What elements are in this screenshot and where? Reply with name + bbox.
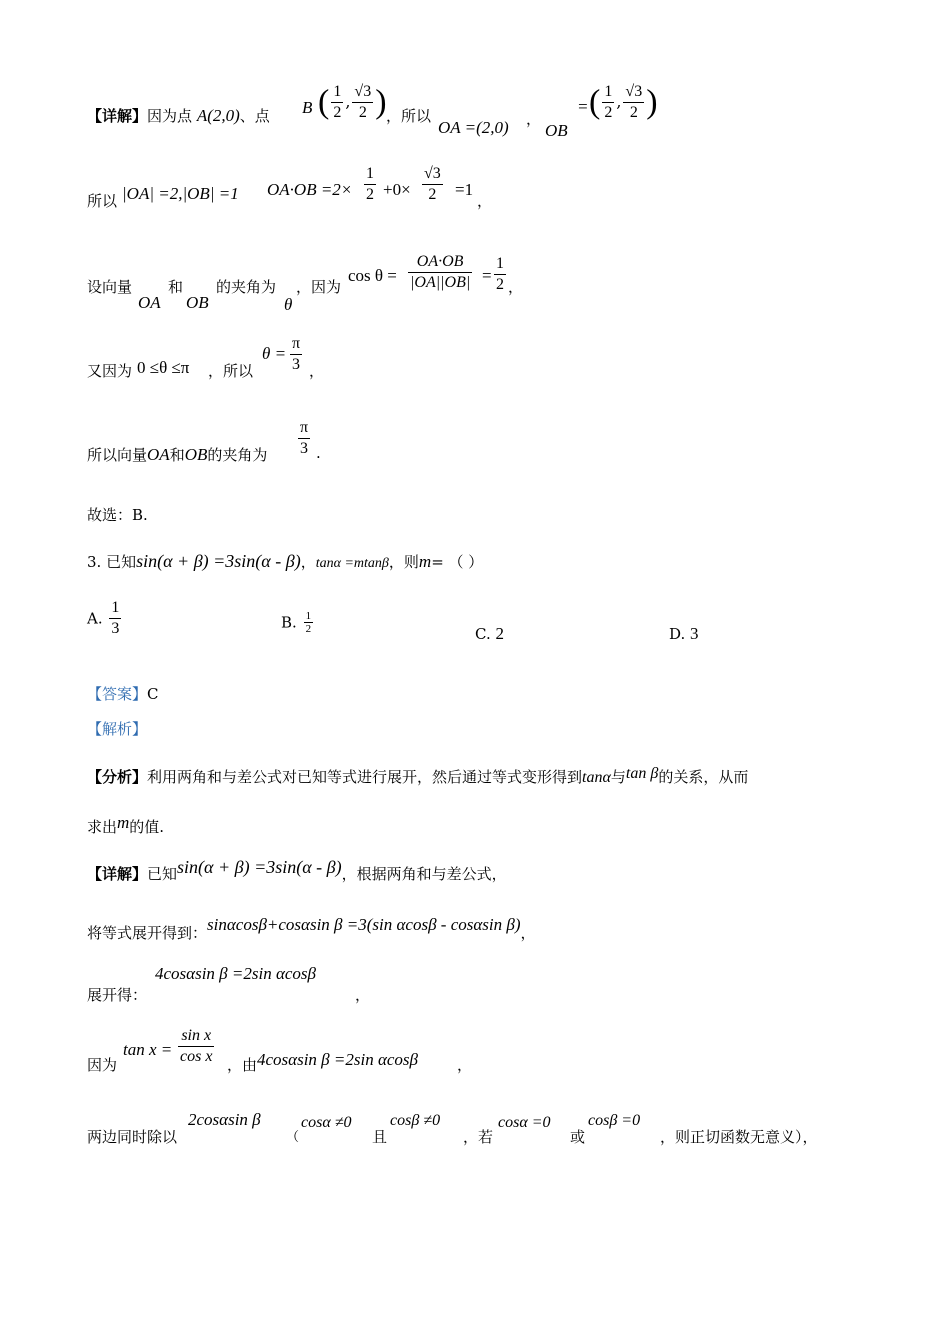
frac-result	[492, 254, 508, 295]
detail-line-2	[87, 857, 507, 885]
text: 因为点	[147, 107, 193, 125]
cos-theta: cos θ =	[348, 266, 397, 285]
text: 的值.	[129, 818, 165, 836]
tan-fraction	[176, 1026, 216, 1067]
detail-tag: 【详解】	[87, 107, 148, 125]
frac-den: 3	[292, 356, 301, 373]
text: ，	[526, 110, 542, 128]
frac-den: 3	[300, 440, 309, 457]
text: 将等式展开得到：	[87, 924, 208, 942]
frac-half	[362, 164, 378, 205]
text: 展开得：	[87, 986, 148, 1004]
text: ，由	[227, 1056, 258, 1074]
option-label: B.	[281, 613, 297, 632]
answer-line	[87, 683, 159, 705]
option-value: 2	[495, 624, 504, 643]
option-label: D.	[669, 625, 686, 643]
analysis-label: 【分析】	[87, 768, 148, 786]
equation: 4cosαsin β =2sin αcosβ	[155, 964, 317, 983]
equation: sin(α + β) =3sin(α - β)	[177, 857, 342, 877]
plus-zero: +0×	[383, 180, 411, 199]
text: ，所以	[208, 362, 254, 380]
condition-4: cosβ =0	[588, 1112, 641, 1129]
tan-beta: tan β	[625, 765, 659, 782]
tan-alpha: tanα	[582, 769, 611, 786]
frac-den: |OA||OB|	[410, 274, 471, 291]
option-d[interactable]	[669, 624, 699, 644]
text: 或	[570, 1128, 586, 1146]
frac-num: 1	[331, 82, 343, 103]
question-3	[87, 550, 483, 575]
theta-eq: θ =	[262, 344, 287, 363]
frac-den: 3	[111, 620, 120, 637]
analysis-tag: 【解析】	[87, 720, 148, 738]
detail-line-1	[87, 105, 270, 127]
frac-num: π	[290, 334, 302, 355]
analysis-line-1	[87, 766, 748, 789]
frac-num: 1	[494, 254, 506, 275]
text: ，因为	[296, 278, 342, 296]
variable-m: m	[418, 552, 432, 571]
frac-den: 2	[305, 623, 312, 635]
vector-oa-eq: OA =(2,0)	[438, 118, 509, 137]
text: 因为	[87, 1056, 118, 1074]
text: ，	[457, 1056, 473, 1074]
option-b[interactable]	[281, 610, 315, 635]
equation: 4cosαsin β =2sin αcosβ	[257, 1050, 419, 1069]
text: 和	[169, 446, 185, 464]
condition-3: cosα =0	[498, 1114, 551, 1131]
answer-tag: 【答案】	[87, 685, 148, 703]
frac-den: 2	[496, 276, 504, 293]
answer-choice-line: 故选：B.	[87, 506, 148, 524]
text: 求出	[87, 818, 118, 836]
text: 的夹角为	[207, 446, 268, 464]
vector-oa: OA	[147, 445, 170, 464]
theta-range: 0 ≤θ ≤π	[137, 358, 190, 377]
text: .	[316, 444, 321, 462]
vector-ob: OB	[184, 445, 208, 464]
question-number: 3. 已知	[87, 553, 137, 571]
text: 利用两角和与差公式对已知等式进行展开，然后通过等式变形得到	[147, 768, 583, 786]
blank: = （ ）	[431, 553, 484, 571]
text: （	[286, 1130, 300, 1145]
point-a: A(2,0)	[196, 106, 240, 125]
text: 、点	[239, 107, 270, 125]
frac-den: 2	[358, 104, 367, 121]
eq-sign: =	[482, 266, 492, 285]
theta: θ	[284, 295, 293, 314]
text: ，所以	[386, 107, 432, 125]
tan-x-eq: tan x =	[123, 1040, 173, 1059]
equation: tanα =mtanβ	[315, 556, 389, 571]
equation: sin(α + β) =3sin(α - β)	[136, 551, 301, 571]
text: 和	[168, 278, 184, 296]
text: 且	[372, 1128, 388, 1146]
line-3-prefix: 设向量	[87, 278, 133, 296]
condition-1: cosα ≠0	[301, 1114, 352, 1131]
cos-fraction	[406, 252, 474, 293]
line-4-prefix: 又因为	[87, 362, 133, 380]
text: ，	[508, 278, 524, 296]
frac-num: π	[298, 418, 310, 439]
point-b-coords: ( $\frac{1}{2}$ , $\frac{√3}{2}$ )	[318, 83, 387, 121]
frac-num: √3	[422, 164, 443, 185]
option-value: 3	[690, 624, 699, 643]
frac-num: 1	[305, 610, 312, 622]
vector-oa: OA	[138, 293, 161, 312]
text: ，若	[463, 1128, 494, 1146]
frac-num: 1	[364, 164, 376, 185]
frac-den: 2	[333, 104, 342, 121]
frac-num: 1	[109, 598, 121, 619]
frac-pi-3	[288, 334, 304, 375]
option-label: A.	[87, 609, 103, 628]
eq-one: =1	[455, 180, 474, 199]
text: ，	[309, 362, 325, 380]
frac-den: 2	[366, 186, 374, 203]
text: 所以向量	[87, 446, 148, 464]
dot-product: OA·OB =2×	[267, 180, 353, 199]
line-5	[87, 444, 267, 466]
text: ，	[520, 924, 536, 942]
text: ，	[477, 192, 493, 210]
frac-pi-3	[296, 418, 312, 459]
text: 两边同时除以	[87, 1128, 178, 1146]
equation: sinαcosβ+cosαsin β =3(sin αcosβ - cosαsin β)	[207, 915, 521, 934]
frac-num: sin x	[178, 1026, 214, 1047]
frac-num: 1	[602, 82, 614, 103]
condition-2: cosβ ≠0	[390, 1112, 441, 1129]
text: ，	[355, 986, 371, 1004]
frac-den: 2	[604, 104, 613, 121]
analysis-line-2	[87, 813, 165, 838]
text: 已知	[147, 865, 178, 883]
frac-den: 2	[629, 104, 638, 121]
text: 的夹角为	[216, 278, 277, 296]
eq-sign: =	[577, 97, 589, 116]
text: ，	[300, 553, 316, 571]
frac-den: cos x	[180, 1048, 213, 1065]
option-c[interactable]	[475, 624, 504, 644]
frac-den: 2	[428, 186, 437, 203]
equation: 2cosαsin β	[188, 1110, 261, 1129]
vector-ob: OB	[545, 121, 568, 140]
frac-num: √3	[352, 82, 373, 103]
text: ，根据两角和与差公式，	[341, 865, 507, 883]
frac-num: OA·OB	[408, 252, 472, 273]
line-2-prefix: 所以	[87, 192, 118, 210]
option-label: C.	[475, 625, 491, 643]
expand-line-1	[87, 915, 536, 944]
text: 与	[610, 768, 626, 786]
text: ，则	[388, 553, 419, 571]
text: ，则正切函数无意义），	[660, 1128, 818, 1146]
frac-num: √3	[623, 82, 644, 103]
answer-value: C	[147, 685, 159, 703]
ob-coords: ( $\frac{1}{2}$ , $\frac{√3}{2}$ )	[589, 83, 658, 121]
magnitudes: |OA| =2,|OB| =1	[122, 184, 239, 203]
text: 的关系，从而	[658, 768, 749, 786]
variable-m: m	[117, 813, 130, 832]
detail-tag: 【详解】	[87, 865, 148, 883]
point-b: B	[302, 98, 313, 117]
frac-sqrt3	[420, 164, 445, 205]
vector-ob: OB	[186, 293, 209, 312]
option-a[interactable]	[87, 598, 123, 639]
